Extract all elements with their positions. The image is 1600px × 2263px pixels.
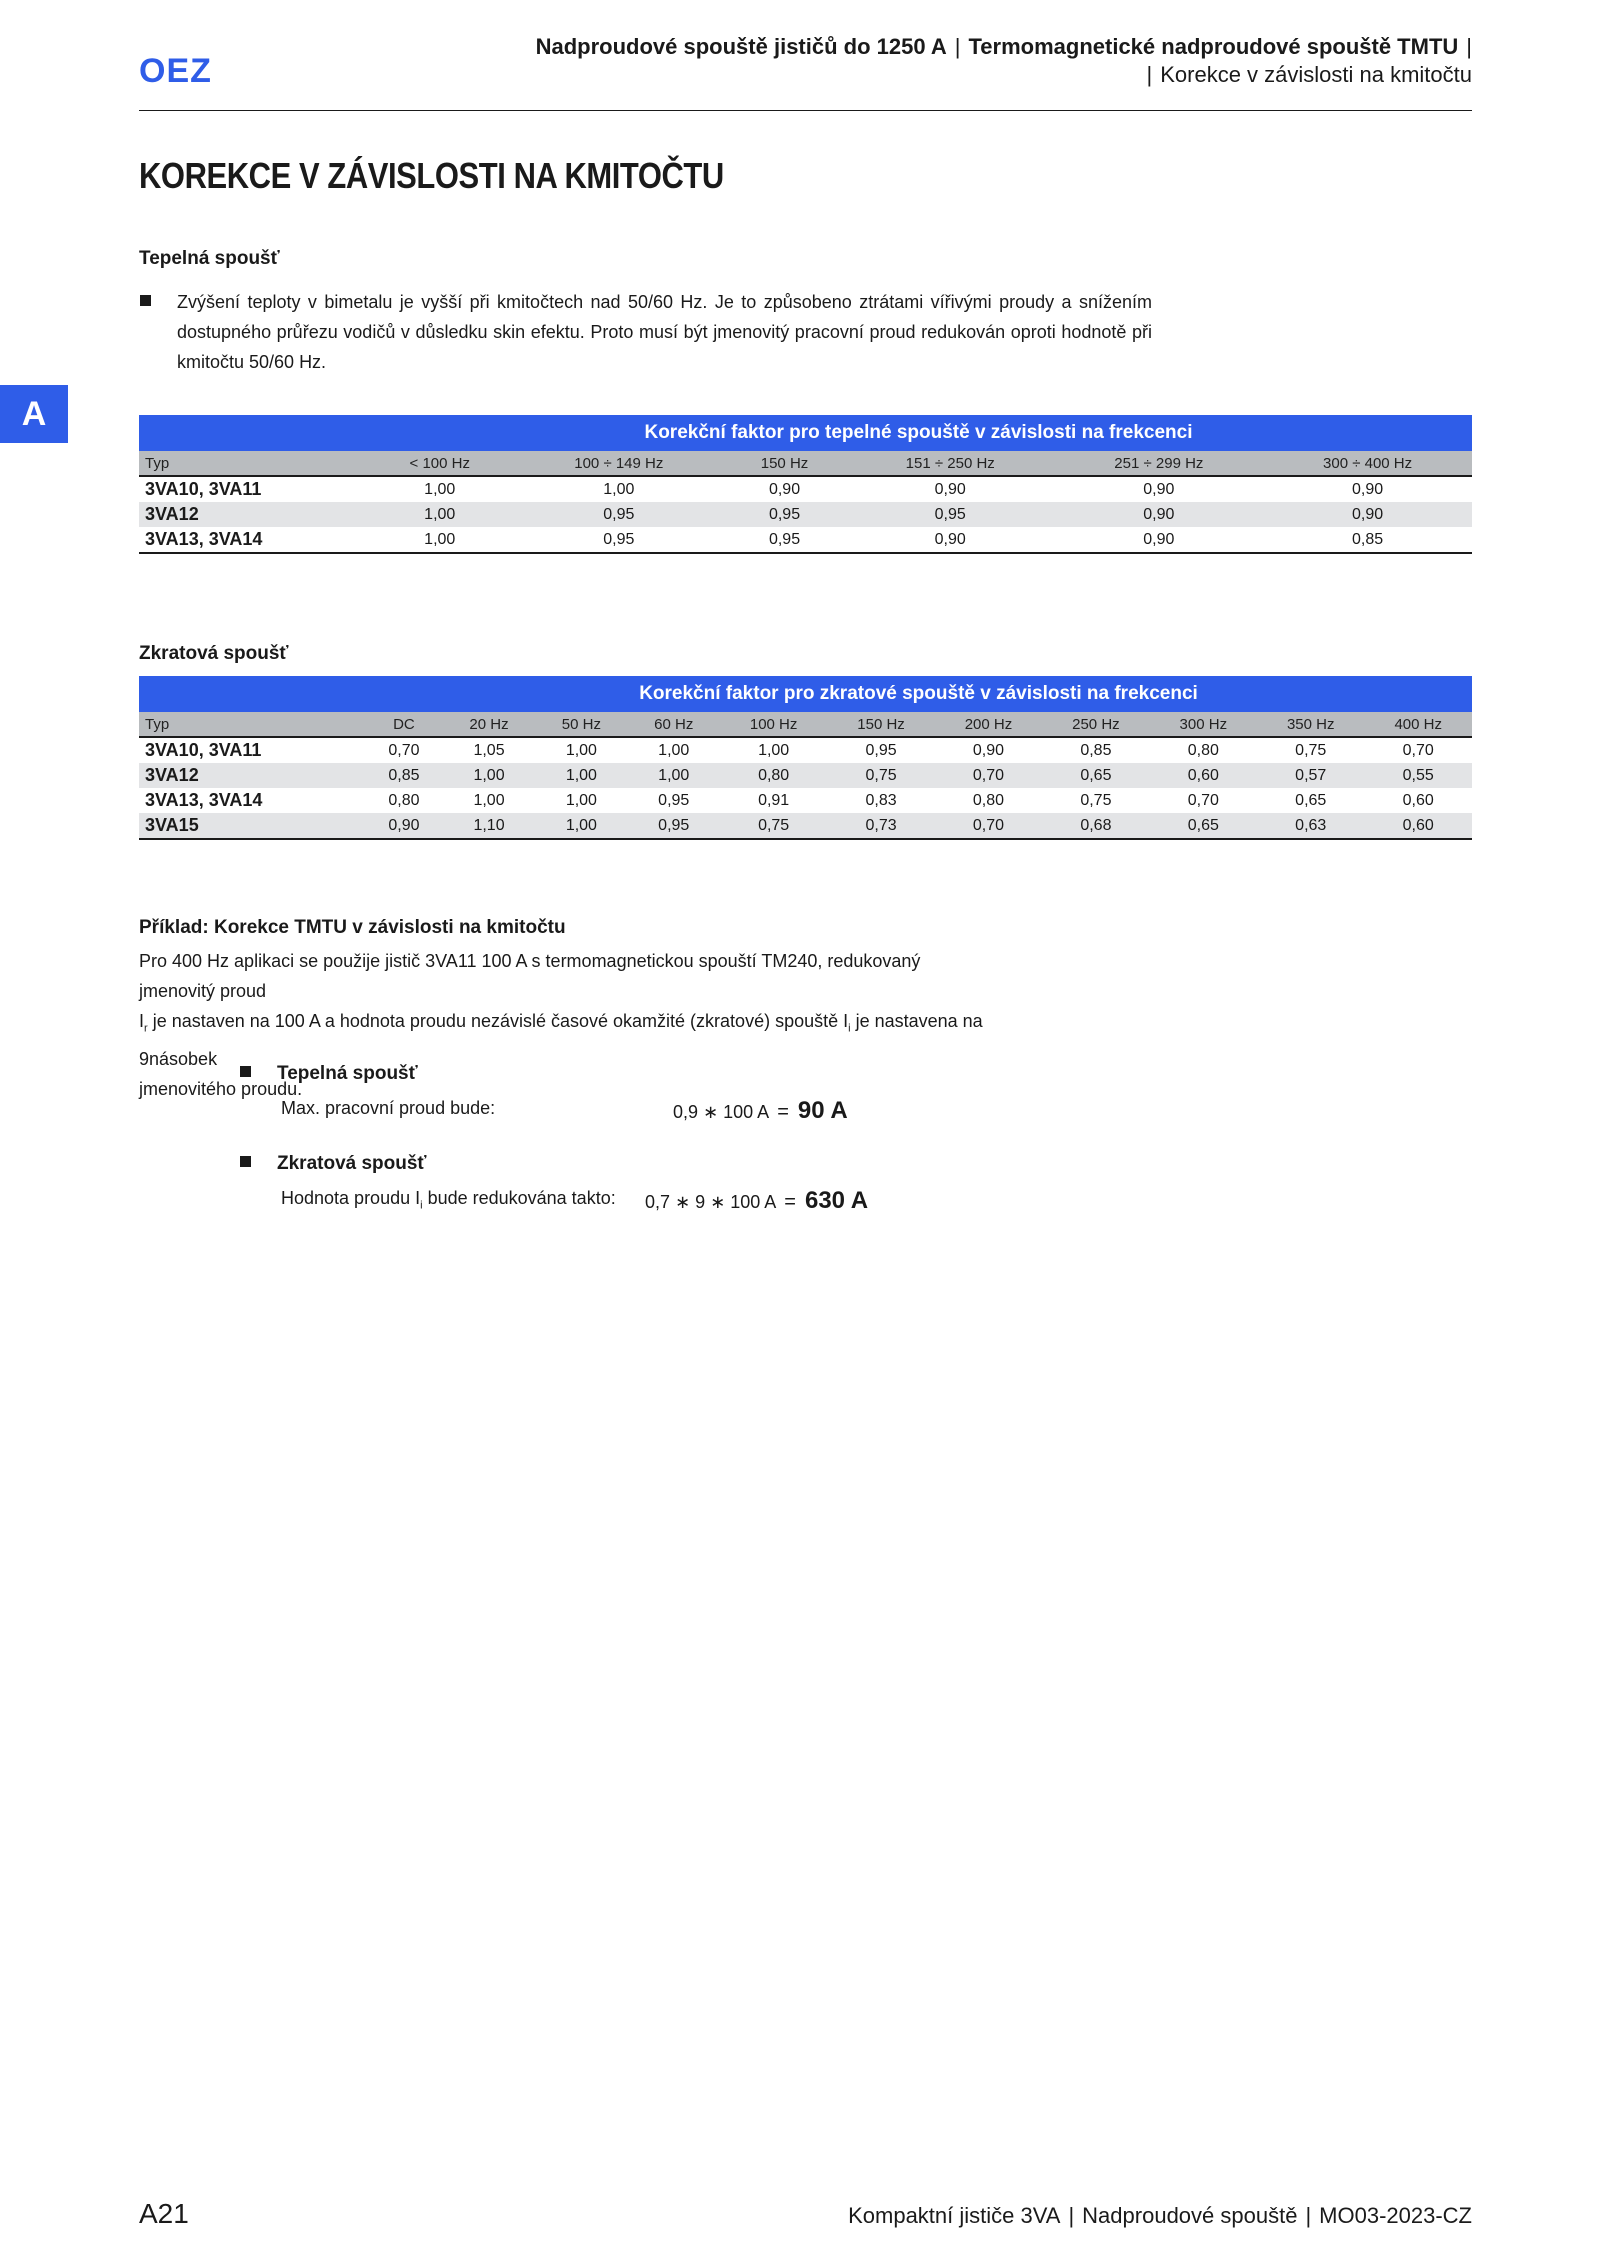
cell: 1,00 [658,741,690,759]
header-subtitle-text: Korekce v závislosti na kmitočtu [1160,62,1472,87]
example-text: I [139,1011,145,1031]
header-separator: | [1146,62,1153,87]
column-header: 150 Hz [827,712,934,737]
cell: 0,70 [388,741,420,759]
cell: 1,05 [473,741,505,759]
calc-result: 630 A [804,1187,869,1214]
square-bullet-icon [240,1156,251,1167]
cell: 0,91 [758,791,790,809]
cell: 0,95 [723,527,846,553]
calc-label-text: Hodnota proudu I [281,1188,421,1208]
cell: 0,90 [846,527,1055,553]
calc-thermal-heading [240,1063,418,1085]
cell: 0,70 [935,813,1042,839]
cell: 0,90 [365,813,443,839]
calc-expression: 0,9 ∗ 100 A [673,1102,769,1122]
thermal-factor-table [139,415,1472,554]
column-header: DC [365,712,443,737]
cell: 0,95 [865,741,897,759]
section-tab: A [0,385,68,443]
row-type: 3VA15 [139,813,365,839]
column-header: 300 ÷ 400 Hz [1263,451,1472,476]
header-divider [139,110,1472,111]
example-text: Pro 400 Hz aplikaci se použije jistič 3VA11 100 A s termomagnetickou spouští TM240, redukovaný jmenovitý proud [139,951,921,1001]
cell: 0,70 [1402,741,1434,759]
cell: 0,80 [720,763,827,788]
footer-separator: | [1305,2203,1312,2228]
page-number: A21 [139,2198,189,2229]
cell: 0,80 [1187,741,1219,759]
subscript: r [144,1022,148,1035]
header-separator: | [1466,34,1472,59]
example-text: je nastavena na 9násobek [139,1011,983,1069]
cell: 1,00 [535,763,627,788]
row-type: 3VA10, 3VA11 [145,740,262,760]
column-header: 60 Hz [628,712,720,737]
column-header: 100 ÷ 149 Hz [515,451,724,476]
example-text: je nastaven na 100 A a hodnota proudu nezávislé časové okamžité (zkratové) spouště I [147,1011,849,1031]
column-header: 20 Hz [443,712,535,737]
cell: 1,00 [365,527,515,553]
column-header: 251 ÷ 299 Hz [1055,451,1264,476]
table-row [139,502,1472,527]
cell: 1,00 [565,741,597,759]
cell: 0,80 [388,791,420,809]
thermal-bullet-text: Zvýšení teploty v bimetalu je vyšší při kmitočtech nad 50/60 Hz. Je to způsobeno ztrátami vířivými proudy a snížením dostupného průřezu vodičů v důsledku skin efektu. Proto musí být jmenovitý pracovní proud redukován oproti hodnotě při kmitočtu 50/60 Hz. [177,292,1152,372]
cell: 0,63 [1257,813,1364,839]
subscript: i [848,1022,851,1035]
table-header-row [139,451,1472,476]
square-bullet-icon [140,295,151,306]
cell: 0,65 [1150,813,1257,839]
table-row [139,763,1472,788]
table-header-row [139,712,1472,737]
header-subtitle [1147,62,1473,88]
header-title [536,34,1472,60]
cell: 1,00 [535,813,627,839]
calc-thermal-expression [673,1097,848,1125]
cell: 0,60 [1150,763,1257,788]
cell: 0,55 [1364,763,1472,788]
cell: 0,83 [865,791,897,809]
cell: 1,00 [473,791,505,809]
column-header: Typ [139,451,365,476]
cell: 0,95 [723,502,846,527]
cell: 0,70 [1187,791,1219,809]
calc-result: 90 A [797,1097,848,1124]
cell: 0,70 [935,763,1042,788]
cell: 0,60 [1364,813,1472,839]
column-header: Typ [139,712,365,737]
cell: 0,75 [720,813,827,839]
cell: 1,00 [424,480,456,498]
cell: 0,80 [972,791,1005,809]
cell: 0,95 [515,502,724,527]
cell: 0,90 [1263,502,1472,527]
cell: 0,90 [934,480,966,498]
short-circuit-factor-table [139,676,1472,840]
row-type: 3VA13, 3VA14 [139,527,365,553]
calc-thermal-label: Max. pracovní proud bude: [281,1098,496,1118]
cell: 0,90 [1143,480,1175,498]
column-header: 200 Hz [935,712,1042,737]
thermal-heading: Tepelná spoušť [139,248,280,269]
cell: 0,65 [1295,791,1327,809]
cell: 0,85 [365,763,443,788]
example-text: jmenovitého proudu. [139,1078,303,1099]
row-type: 3VA12 [139,502,365,527]
table-caption-spacer [139,676,365,712]
cell: 0,75 [1295,741,1327,759]
table-row [139,813,1472,839]
table-row [139,737,1472,763]
calc-short-label [281,1188,616,1212]
table-caption: Korekční faktor pro tepelné spouště v závislosti na frekcenci [365,415,1472,451]
calc-heading-text: Zkratová spoušť [277,1153,427,1174]
cell: 0,95 [658,791,690,809]
row-type: 3VA13, 3VA14 [145,790,263,810]
cell: 0,90 [1055,502,1264,527]
header-title-b: Termomagnetické nadproudové spouště TMTU [968,34,1459,59]
oez-logo [139,50,229,90]
cell: 0,90 [972,741,1005,759]
subscript: i [420,1199,423,1212]
column-header: 151 ÷ 250 Hz [846,451,1055,476]
cell: 0,73 [827,813,934,839]
header-separator: | [954,34,961,59]
cell: 0,85 [1263,527,1472,553]
cell: 0,75 [827,763,934,788]
cell: 1,00 [365,502,515,527]
cell: 1,00 [603,480,635,498]
short-circuit-heading: Zkratová spoušť [139,643,289,664]
cell: 0,95 [515,527,724,553]
cell: 1,00 [565,791,597,809]
calc-short-expression [645,1187,868,1215]
cell: 0,68 [1042,813,1149,839]
column-header: 250 Hz [1042,712,1149,737]
footer-info [848,2203,1472,2229]
row-type: 3VA12 [139,763,365,788]
column-header: 50 Hz [535,712,627,737]
table-row [139,476,1472,502]
footer-part: MO03-2023-CZ [1319,2203,1472,2228]
column-header: 350 Hz [1257,712,1364,737]
cell: 0,75 [1080,791,1112,809]
square-bullet-icon [240,1066,251,1077]
example-heading: Příklad: Korekce TMTU v závislosti na kmitočtu [139,917,566,938]
cell: 0,85 [1080,741,1112,759]
cell: 1,00 [443,763,535,788]
calc-label-text: bude redukována takto: [422,1188,616,1208]
cell: 0,90 [1055,527,1264,553]
calc-expression: 0,7 ∗ 9 ∗ 100 A [645,1192,776,1212]
table-row [139,788,1472,813]
cell: 0,95 [628,813,720,839]
table-caption: Korekční faktor pro zkratové spouště v závislosti na frekcenci [365,676,1472,712]
column-header: < 100 Hz [365,451,515,476]
footer-separator: | [1068,2203,1075,2228]
page-title: KOREKCE V ZÁVISLOSTI NA KMITOČTU [139,155,724,196]
cell: 1,10 [443,813,535,839]
calc-short-heading [240,1153,427,1175]
header-title-a: Nadproudové spouště jističů do 1250 A [535,34,947,59]
cell: 0,90 [768,480,801,498]
row-type: 3VA10, 3VA11 [145,479,262,499]
equals-sign: = [777,1101,789,1123]
cell: 1,00 [628,763,720,788]
oez-logo-text: OEZ [139,52,212,90]
footer-part: Kompaktní jističe 3VA [848,2203,1061,2228]
table-caption-spacer [139,415,365,451]
footer-part: Nadproudové spouště [1082,2203,1298,2228]
cell: 0,65 [1042,763,1149,788]
table-row [139,527,1472,553]
column-header: 150 Hz [723,451,846,476]
cell: 0,60 [1402,791,1434,809]
cell: 1,00 [758,741,790,759]
equals-sign: = [784,1191,796,1213]
cell: 0,95 [846,502,1055,527]
column-header: 100 Hz [720,712,827,737]
calc-heading-text: Tepelná spoušť [277,1063,418,1084]
cell: 0,90 [1352,480,1384,498]
cell: 0,57 [1257,763,1364,788]
column-header: 300 Hz [1150,712,1257,737]
column-header: 400 Hz [1364,712,1472,737]
